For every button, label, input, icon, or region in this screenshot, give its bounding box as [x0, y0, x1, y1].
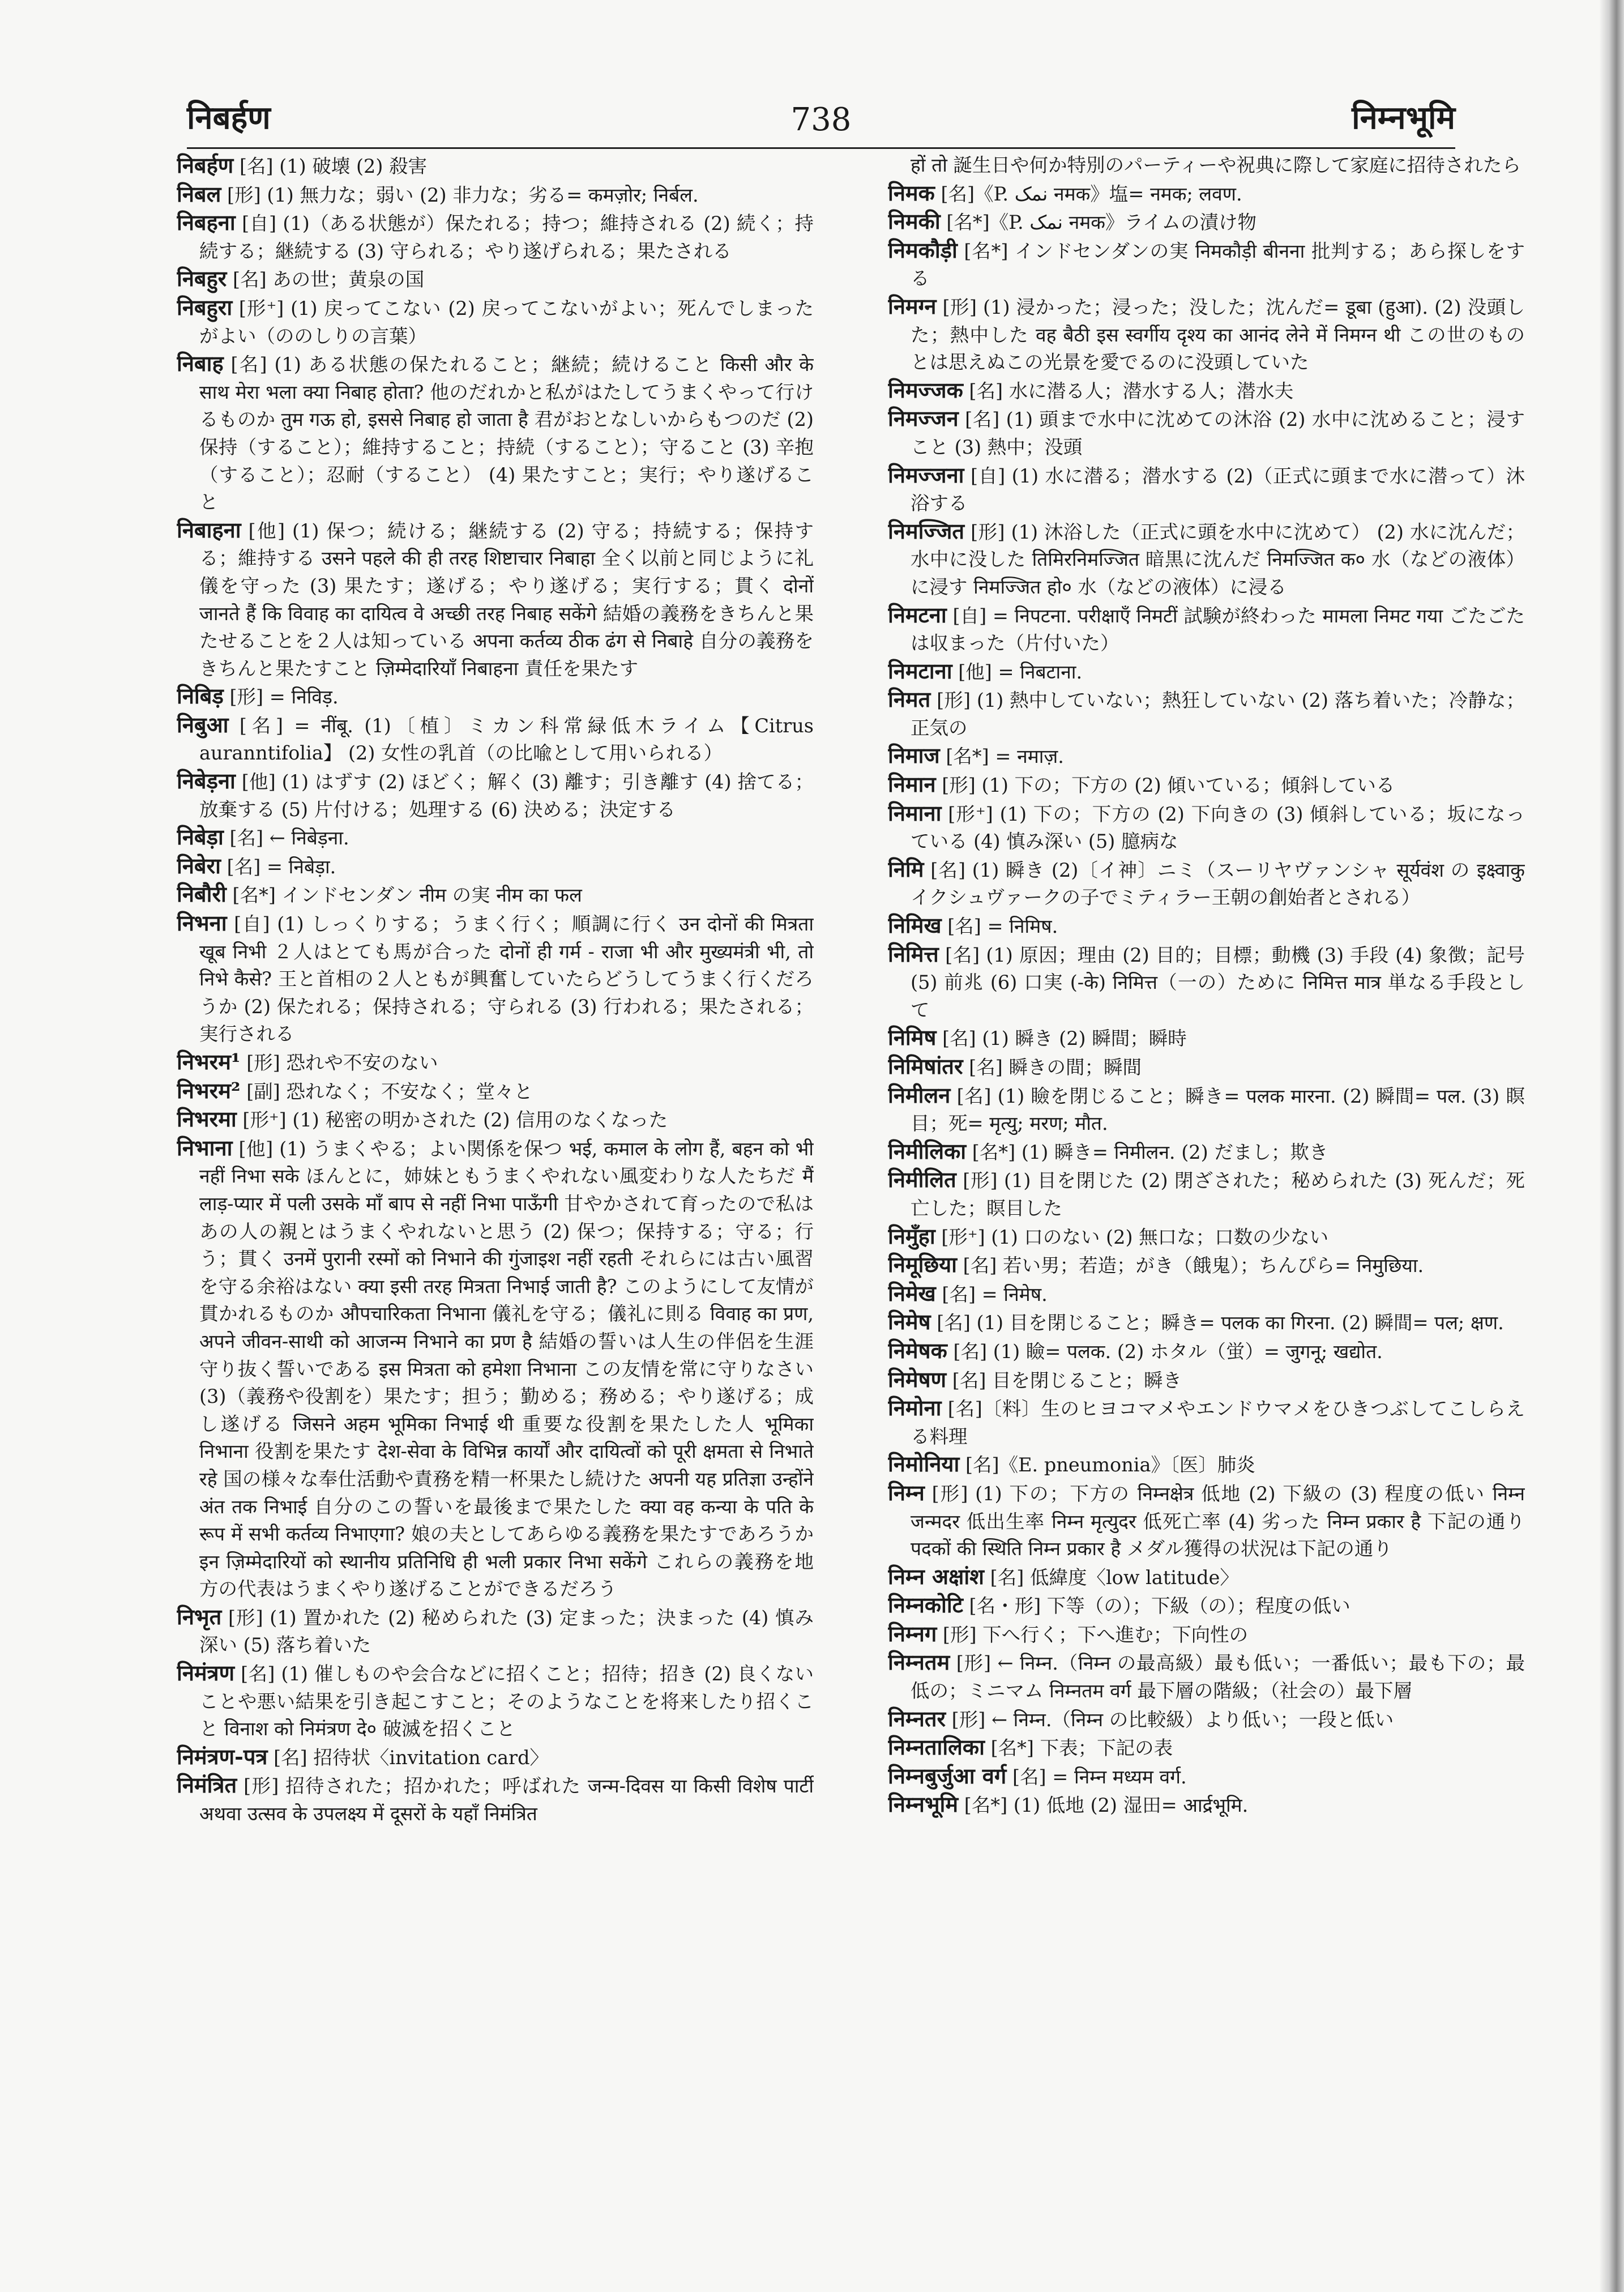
dictionary-entry — [177, 517, 814, 683]
entry-definition: [形] (1) 目を閉じた (2) 閉ざされた；秘められた (3) 死んだ；死亡した；瞑目した — [911, 1170, 1525, 1219]
entry-headword: निमित्त — [888, 941, 939, 967]
dictionary-entry — [888, 1024, 1525, 1053]
dictionary-entry — [177, 1048, 814, 1077]
left-column — [177, 152, 814, 2168]
dictionary-entry — [888, 1591, 1525, 1620]
entry-headword: निम्नतर — [888, 1705, 946, 1731]
entry-headword: निभरम² — [177, 1077, 241, 1103]
page-number: 738 — [790, 101, 852, 138]
entry-definition: [名*] = नमाज़. — [939, 745, 1064, 768]
entry-headword: निबहना — [177, 210, 236, 236]
entry-definition: [名*] (1) 低地 (2) 湿田= आर्द्रभूमि. — [958, 1794, 1249, 1817]
dictionary-entry — [177, 682, 814, 711]
entry-headword: निमंत्रण-पत्र — [177, 1743, 268, 1769]
dictionary-entry — [177, 152, 814, 181]
entry-definition: [名] = निम्न मध्यम वर्ग. — [1006, 1765, 1187, 1788]
entry-definition: [形] ← निम्न.（निम्न の最高級）最も低い；一番低い；最も下の；最低の；ミニマム निम्नतम वर्ग 最下層の階級；（社会の）最下層 — [911, 1652, 1525, 1702]
dictionary-entry — [177, 1134, 814, 1603]
dictionary-entry — [888, 1138, 1525, 1167]
dictionary-entry — [888, 1394, 1525, 1450]
entry-headword: निमज्जन — [888, 406, 959, 432]
entry-definition: [名] = निमेष. — [935, 1283, 1048, 1305]
entry-definition: [名] 招待状〈invitation card〉 — [267, 1746, 549, 1769]
dictionary-entry — [888, 1791, 1525, 1820]
entry-definition: [形] (1) 熱中していない；熱狂していない (2) 落ち着いた；冷静な；正気の — [911, 689, 1525, 739]
entry-definition: [名] = निमिष. — [941, 915, 1058, 938]
entry-definition: [名]〔料〕生のヒヨコマメやエンドウマメをひきつぶしてこしらえる料理 — [911, 1398, 1525, 1448]
entry-definition: [形] (1) 下の；下方の निम्नक्षेत्र 低地 (2) 下級の (3) 程度の低い निम्न जन्मदर 低出生率 निम्न मृत्युदर 低死亡率 (4) 劣った निम्न प्रकार है 下記の通り पदकों की स्थिति निम्न प्रकार है メダル獲得の状況は下記の通り — [911, 1482, 1525, 1560]
entry-definition: [名*] インドセンダンの実 निमकौड़ी बीनना 批判する；あら探しをする — [911, 240, 1525, 290]
dictionary-entry — [888, 1705, 1525, 1734]
dictionary-entry — [888, 293, 1525, 377]
entry-definition: [名] (1) 原因；理由 (2) 目的；目標；動機 (3) 手段 (4) 象徴；記号 (5) 前兆 (6) 口実 (-के) निमित्त（一の）ために निमित्त मात्र 単なる手段として — [911, 944, 1525, 1021]
entry-headword: निमटना — [888, 601, 947, 628]
entry-definition: हों तो 誕生日や何か特別のパーティーや祝典に際して家庭に招待されたら — [911, 154, 1521, 176]
entry-headword: निभाना — [177, 1134, 233, 1160]
entry-definition: [名*] (1) 瞬き= निमीलन. (2) だまし；欺き — [966, 1141, 1328, 1163]
entry-headword: निमोनिया — [888, 1451, 960, 1477]
dictionary-entry — [177, 823, 814, 852]
entry-headword: निबाहना — [177, 517, 241, 543]
dictionary-entry — [888, 1762, 1525, 1791]
entry-definition: [名] = निबेड़ा. — [221, 855, 336, 878]
entry-headword: निम्नकोटि — [888, 1592, 963, 1618]
entry-headword: निम्नबुर्जुआ वर्ग — [888, 1762, 1007, 1789]
right-running-headword: निम्नभूमि — [1352, 99, 1455, 136]
entry-headword: निबेड़ना — [177, 768, 236, 794]
dictionary-entry — [888, 237, 1525, 293]
entry-definition: [形] (1) 無力な；弱い (2) 非力な；劣る= कमज़ोर; निर्बल. — [221, 183, 699, 206]
entry-definition: [名] あの世；黄泉の国 — [226, 268, 425, 291]
dictionary-entry — [888, 1337, 1525, 1366]
entry-headword: निमूछिया — [888, 1252, 958, 1278]
entry-headword: निमकी — [888, 208, 941, 234]
entry-definition: [自] (1)（ある状態が）保たれる；持つ；維持される (2) 続く；持続する；継続する (3) 守られる；やり遂げられる；果たされる — [199, 212, 814, 262]
entry-headword: निमि — [888, 856, 924, 882]
entry-headword: निमक — [888, 180, 935, 206]
dictionary-entry — [888, 1082, 1525, 1138]
entry-definition: [自] (1) しっくりする；うまく行く；順調に行く उन दोनों की मित्रता खूब निभी ２人はとても馬が合った दोनों ही गर्म - राजा भी और मुख्यमंत्री भी, तो निभे कैसे? 王と首相の２人ともが興奮していたらどうしてうまく行くだろうか (2) 保たれる；保持される；守られる (3) 行われる；果たされる；実行される — [199, 913, 814, 1045]
entry-headword: निमज्जना — [888, 462, 964, 488]
entry-headword: निमंत्रित — [177, 1772, 237, 1798]
page-edge-shadow — [1599, 0, 1624, 2292]
dictionary-entry — [888, 208, 1525, 237]
entry-headword: निबल — [177, 181, 221, 207]
dictionary-entry — [888, 1308, 1525, 1337]
entry-definition: [形⁺] (1) 下の；下方の (2) 下向きの (3) 傾斜している；坂になっている (4) 慎み深い (5) 臆病な — [911, 803, 1525, 853]
entry-definition: [他] (1) はずす (2) ほどく；解く (3) 離す；引き離す (4) 捨てる；放棄する (5) 片付ける；処理する (6) 決める；決定する — [199, 771, 814, 821]
entry-headword: निबहुर — [177, 266, 227, 292]
entry-definition: [形] 恐れや不安のない — [240, 1052, 438, 1074]
page-header — [187, 85, 1455, 149]
entry-headword: निभना — [177, 910, 227, 936]
entry-headword: निमिषांतर — [888, 1053, 963, 1079]
entry-definition: [名] 若い男；若造；がき（餓鬼）；ちんぴら= निमुछिया. — [957, 1254, 1424, 1277]
dictionary-entry — [888, 771, 1525, 800]
entry-definition: [名]《P. نمک नमक》塩= नमक; लवण. — [934, 182, 1242, 205]
dictionary-entry — [888, 742, 1525, 771]
entry-definition: [名] (1) 破壊 (2) 殺害 — [233, 155, 428, 177]
entry-headword: निबौरी — [177, 881, 226, 907]
entry-definition: [名] 低緯度〈low latitude〉 — [984, 1566, 1239, 1589]
right-column — [888, 152, 1525, 2168]
entry-definition: [名]《E. pneumonia》〔医〕肺炎 — [959, 1454, 1255, 1476]
entry-headword: निमज्जित — [888, 518, 965, 544]
entry-headword: निभृत — [177, 1603, 222, 1629]
entry-definition: [形] ← निम्न.（निम्न の比較級）より低い；一段と低い — [946, 1708, 1394, 1731]
entry-definition: [形⁺] (1) 戻ってこない (2) 戻ってこないがよい；死んでしまったがよい（ののしりの言葉） — [199, 297, 814, 347]
entry-headword: निमीलिका — [888, 1138, 967, 1164]
entry-headword: निमोना — [888, 1395, 942, 1421]
dictionary-entry — [177, 181, 814, 210]
entry-headword: निबिड़ — [177, 683, 224, 709]
dictionary-entry — [177, 1077, 814, 1106]
entry-definition: [形] = निविड़. — [223, 686, 339, 708]
dictionary-entry — [888, 1479, 1525, 1563]
dictionary-entry — [888, 601, 1525, 658]
entry-definition: [他] (1) うまくやる；よい関係を保つ भई, कमाल के लोग हैं, बहन को भी नहीं निभा सके ほんとに，姉妹ともうまくやれない風変わりな人たちだ मैं लाड़-प्यार में पली उसके माँ बाप से नहीं निभा पाऊँगी 甘やかされて育ったので私はあの人の親とはうまくやれないと思う (2) 保つ；保持する；守る；行う；貫く उनमें पुरानी रस्मों को निभाने की गुंजाइश नहीं रहती それらには古い風習を守る余裕はない क्या इसी तरह मित्रता निभाई जाती है? このようにして友情が貫かれるものか औपचारिकता निभाना 儀礼を守る；儀礼に則る विवाह का प्रण, अपने जीवन-साथी को आजन्म निभाने का प्रण है 結婚の誓いは人生の伴侶を生涯守り抜く誓いである इस मित्रता को हमेशा निभाना この友情を常に守りなさい (3)（義務や役割を）果たす；担う；勤める；務める；やり遂げる；成し遂げる जिसने अहम भूमिका निभाई थी 重要な役割を果たした人 भूमिका निभाना 役割を果たす देश-सेवा के विभिन्न कार्यों और दायित्वों को पूरी क्षमता से निभाते रहे 国の様々な奉仕活動や責務を精一杯果たし続けた अपनी यह प्रतिज्ञा उन्होंने अंत तक निभाई 自分のこの誓いを最後まで果たした क्या वह कन्या के पति के रूप में सभी कर्तव्य निभाएगा? 娘の夫としてあらゆる義務を果たすであろうか इन ज़िम्मेदारियों को स्थानीय प्रतिनिधि ही भली प्रकार निभा सकेंगे これらの義務を地方の代表はうまくやり遂げることができるだろう — [199, 1137, 814, 1600]
dictionary-entry — [888, 518, 1525, 601]
entry-headword: निबेरा — [177, 852, 221, 878]
dictionary-entry — [888, 1563, 1525, 1592]
entry-definition: [名] ← निबेड़ना. — [223, 827, 349, 850]
entry-headword: निमकौड़ी — [888, 237, 958, 263]
entry-definition: [形] 招待された；招かれた；呼ばれた जन्म-दिवस या किसी विशेष पार्टी अथवा उत्सव के उपलक्ष्य में दूसरों के यहाँ निमंत्रित — [199, 1775, 814, 1825]
entry-headword: निबर्हण — [177, 152, 234, 178]
dictionary-entry — [888, 1620, 1525, 1649]
dictionary-entry — [888, 1280, 1525, 1309]
entry-definition: [名] (1) 瞼を閉じること；瞬き= पलक मारना. (2) 瞬間= पल. (3) 瞑目；死= मृत्यु; मरण; मौत. — [911, 1085, 1525, 1135]
dictionary-entry — [177, 1772, 814, 1828]
entry-headword: निमटाना — [888, 658, 952, 684]
entry-headword: निमेष — [888, 1309, 931, 1335]
dictionary-entry — [888, 1166, 1525, 1222]
entry-definition: [副] 恐れなく；不安なく；堂々と — [240, 1080, 533, 1103]
entry-headword: निबाह — [177, 351, 224, 377]
dictionary-entry — [888, 686, 1525, 742]
dictionary-entry — [177, 910, 814, 1048]
dictionary-entry — [177, 711, 814, 767]
dictionary-entry — [177, 852, 814, 881]
entry-definition: [名*] インドセンダン नीम の実 नीम का फल — [226, 884, 582, 907]
dictionary-entry — [177, 294, 814, 350]
entry-headword: निमाना — [888, 800, 942, 826]
dictionary-entry — [888, 180, 1525, 208]
entry-headword: निमेषण — [888, 1366, 947, 1392]
entry-headword: निम्न — [888, 1479, 925, 1505]
entry-headword: निमुँहा — [888, 1223, 935, 1249]
entry-definition: [名] (1) 瞼= पलक. (2) ホタル（蛍）= जुगनू; खद्योत. — [947, 1340, 1383, 1363]
dictionary-entry — [888, 152, 1525, 180]
entry-headword: निमाज — [888, 742, 940, 769]
dictionary-entry — [888, 658, 1525, 686]
entry-definition: [名] (1) 催しものや会合などに招くこと；招待；招き (2) 良くないことや悪い結果を引き起こすこと；そのようなことを将来したり招くこと विनाश को निमंत्रण दे० 破滅を招くこと — [199, 1663, 814, 1740]
entry-headword: निमीलित — [888, 1167, 956, 1193]
dictionary-entry — [888, 941, 1525, 1025]
entry-headword: निमीलन — [888, 1082, 951, 1108]
dictionary-entry — [177, 265, 814, 294]
entry-definition: [自] (1) 水に潜る；潜水する (2)（正式に頭まで水に潜って）沐浴する — [911, 464, 1525, 515]
entry-definition: [名・形] 下等（の）；下級（の）；程度の低い — [963, 1595, 1351, 1617]
dictionary-entry — [888, 1649, 1525, 1705]
entry-definition: [他] = निबटाना. — [952, 660, 1083, 683]
dictionary-entry — [888, 800, 1525, 856]
entry-headword: निमत — [888, 686, 931, 712]
dictionary-entry — [177, 881, 814, 910]
entry-headword: निबेड़ा — [177, 824, 224, 850]
entry-definition: [形⁺] (1) 口のない (2) 無口な；口数の少ない — [935, 1226, 1329, 1248]
entry-headword: निम्नतालिका — [888, 1734, 985, 1760]
entry-definition: [形] (1) 置かれた (2) 秘められた (3) 定まった；決まった (4) 慎み深い (5) 落ち着いた — [199, 1606, 814, 1657]
entry-headword: निम्नतम — [888, 1649, 950, 1675]
dictionary-entry — [888, 462, 1525, 518]
dictionary-entry — [177, 767, 814, 823]
dictionary-entry — [177, 1106, 814, 1134]
entry-headword: निमज्जक — [888, 377, 963, 403]
entry-definition: [名] (1) 頭まで水中に沈めての沐浴 (2) 水中に沈めること；浸すこと (3) 熱中；没頭 — [911, 408, 1525, 458]
dictionary-entry — [888, 1366, 1525, 1395]
entry-headword: निमेषक — [888, 1337, 947, 1363]
dictionary-entry — [888, 377, 1525, 406]
entry-headword: निम्नभूमि — [888, 1791, 959, 1817]
entry-definition: [形] (1) 浸かった；浸った；没した；沈んだ= डूबा (हुआ). (2) 没頭した；熱中した वह बैठी इस स्वर्गीय दृश्य का आनंद लेने में निमग्न थी この世のものとは思えぬこの光景を愛でるのに没頭していた — [911, 296, 1525, 374]
dictionary-entry — [888, 1223, 1525, 1252]
dictionary-entry — [177, 1659, 814, 1743]
dictionary-entry — [177, 1603, 814, 1659]
left-running-headword: निबर्हण — [187, 99, 271, 136]
dictionary-entry — [177, 350, 814, 517]
dictionary-entry — [888, 1450, 1525, 1479]
dictionary-entry — [888, 1053, 1525, 1082]
entry-definition: [名] (1) 目を閉じること；瞬き= पलक का गिरना. (2) 瞬間= पल; क्षण. — [930, 1312, 1504, 1334]
dictionary-entry — [177, 1743, 814, 1772]
entry-definition: [名*]《P. نمک नमक》ライムの漬け物 — [940, 211, 1257, 234]
entry-definition: [形] (1) 沐浴した（正式に頭を水中に沈めて） (2) 水に沈んだ；水中に没した तिमिरनिमज्जित 暗黒に沈んだ निमज्जित क० 水（などの液体）に浸す निमज्जित हो० 水（などの液体）に浸る — [911, 520, 1525, 598]
entry-definition: [形⁺] (1) 秘密の明かされた (2) 信用のなくなった — [236, 1109, 668, 1132]
dictionary-entry — [888, 912, 1525, 941]
entry-definition: [名] 目を閉じること；瞬き — [946, 1369, 1182, 1392]
entry-definition: [名] 瞬きの間；瞬間 — [963, 1056, 1142, 1078]
dictionary-entry — [888, 1734, 1525, 1762]
entry-headword: निबहुरा — [177, 294, 233, 320]
dictionary-entry — [888, 856, 1525, 912]
dictionary-entry — [888, 405, 1525, 461]
dictionary-entry — [888, 1251, 1525, 1280]
dictionary-entry — [177, 209, 814, 265]
entry-headword: निमेख — [888, 1280, 936, 1306]
entry-definition: [名] (1) 瞬き (2) 瞬間；瞬時 — [936, 1027, 1187, 1050]
entry-definition: [名] = नींबू. (1)〔植〕ミカン科常緑低木ライム【Citrus auranntifolia】 (2) 女性の乳首（の比喩として用いられる） — [199, 714, 814, 765]
entry-headword: निमंत्रण — [177, 1660, 235, 1686]
entry-definition: [名] (1) ある状態の保たれること；継続；続けること किसी और के साथ मेरा भला क्या निबाह होता? 他のだれかと私がはたしてうまくやって行けるものか तुम गऊ हो, इससे निबाह हो जाता है 君がおとなしいからもつのだ (2) 保持（すること）；維持すること；持続（すること）；守ること (3) 辛抱（すること）；忍耐（すること） (4) 果たすこと；実行；やり遂げること — [199, 353, 814, 514]
entry-headword: निमिख — [888, 912, 942, 938]
entry-headword: निमान — [888, 771, 936, 797]
entry-definition: [名*] 下表；下記の表 — [984, 1737, 1173, 1760]
entry-definition: [名] (1) 瞬き (2)〔イ神〕ニミ（スーリヤヴァンシャ सूर्यवंश の इक्ष्वाकु イクシュヴァークの子でミティラー王朝の創始者とされる） — [911, 859, 1525, 909]
entry-definition: [自] = निपटना. परीक्षाएँ निमटीं 試験が終わった मामला निमट गया ごたごたは収まった（片付いた） — [911, 604, 1525, 655]
entry-headword: निबुआ — [177, 711, 229, 737]
entry-headword: निमिष — [888, 1025, 937, 1051]
entry-headword: निभरम¹ — [177, 1049, 241, 1074]
entry-definition: [他] (1) 保つ；続ける；継続する (2) 守る；持続する；保持する；維持する उसने पहले की ही तरह शिष्टाचार निबाहा 全く以前と同じように礼儀を守った (3) 果たす；遂げる；やり遂げる；実行する；貫く दोनों जानते हैं कि विवाह का दायित्व वे अच्छी तरह निबाह सकेंगे 結婚の義務をきちんと果たせることを２人は知っている अपना कर्तव्य ठीक ढंग से निबाहे 自分の義務をきちんと果たすこと ज़िम्मेदारियाँ निबाहना 責任を果たす — [199, 519, 814, 680]
entry-headword: निम्न अक्षांश — [888, 1563, 985, 1589]
entry-definition: [形] (1) 下の；下方の (2) 傾いている；傾斜している — [935, 774, 1395, 797]
entry-headword: निम्नग — [888, 1620, 937, 1646]
entry-definition: [名] 水に潜る人；潜水する人；潜水夫 — [963, 379, 1294, 402]
entry-headword: निमग्न — [888, 293, 937, 319]
entry-definition: [形] 下へ行く；下へ進む；下向性の — [937, 1623, 1249, 1646]
entry-headword: निभरमा — [177, 1106, 237, 1132]
